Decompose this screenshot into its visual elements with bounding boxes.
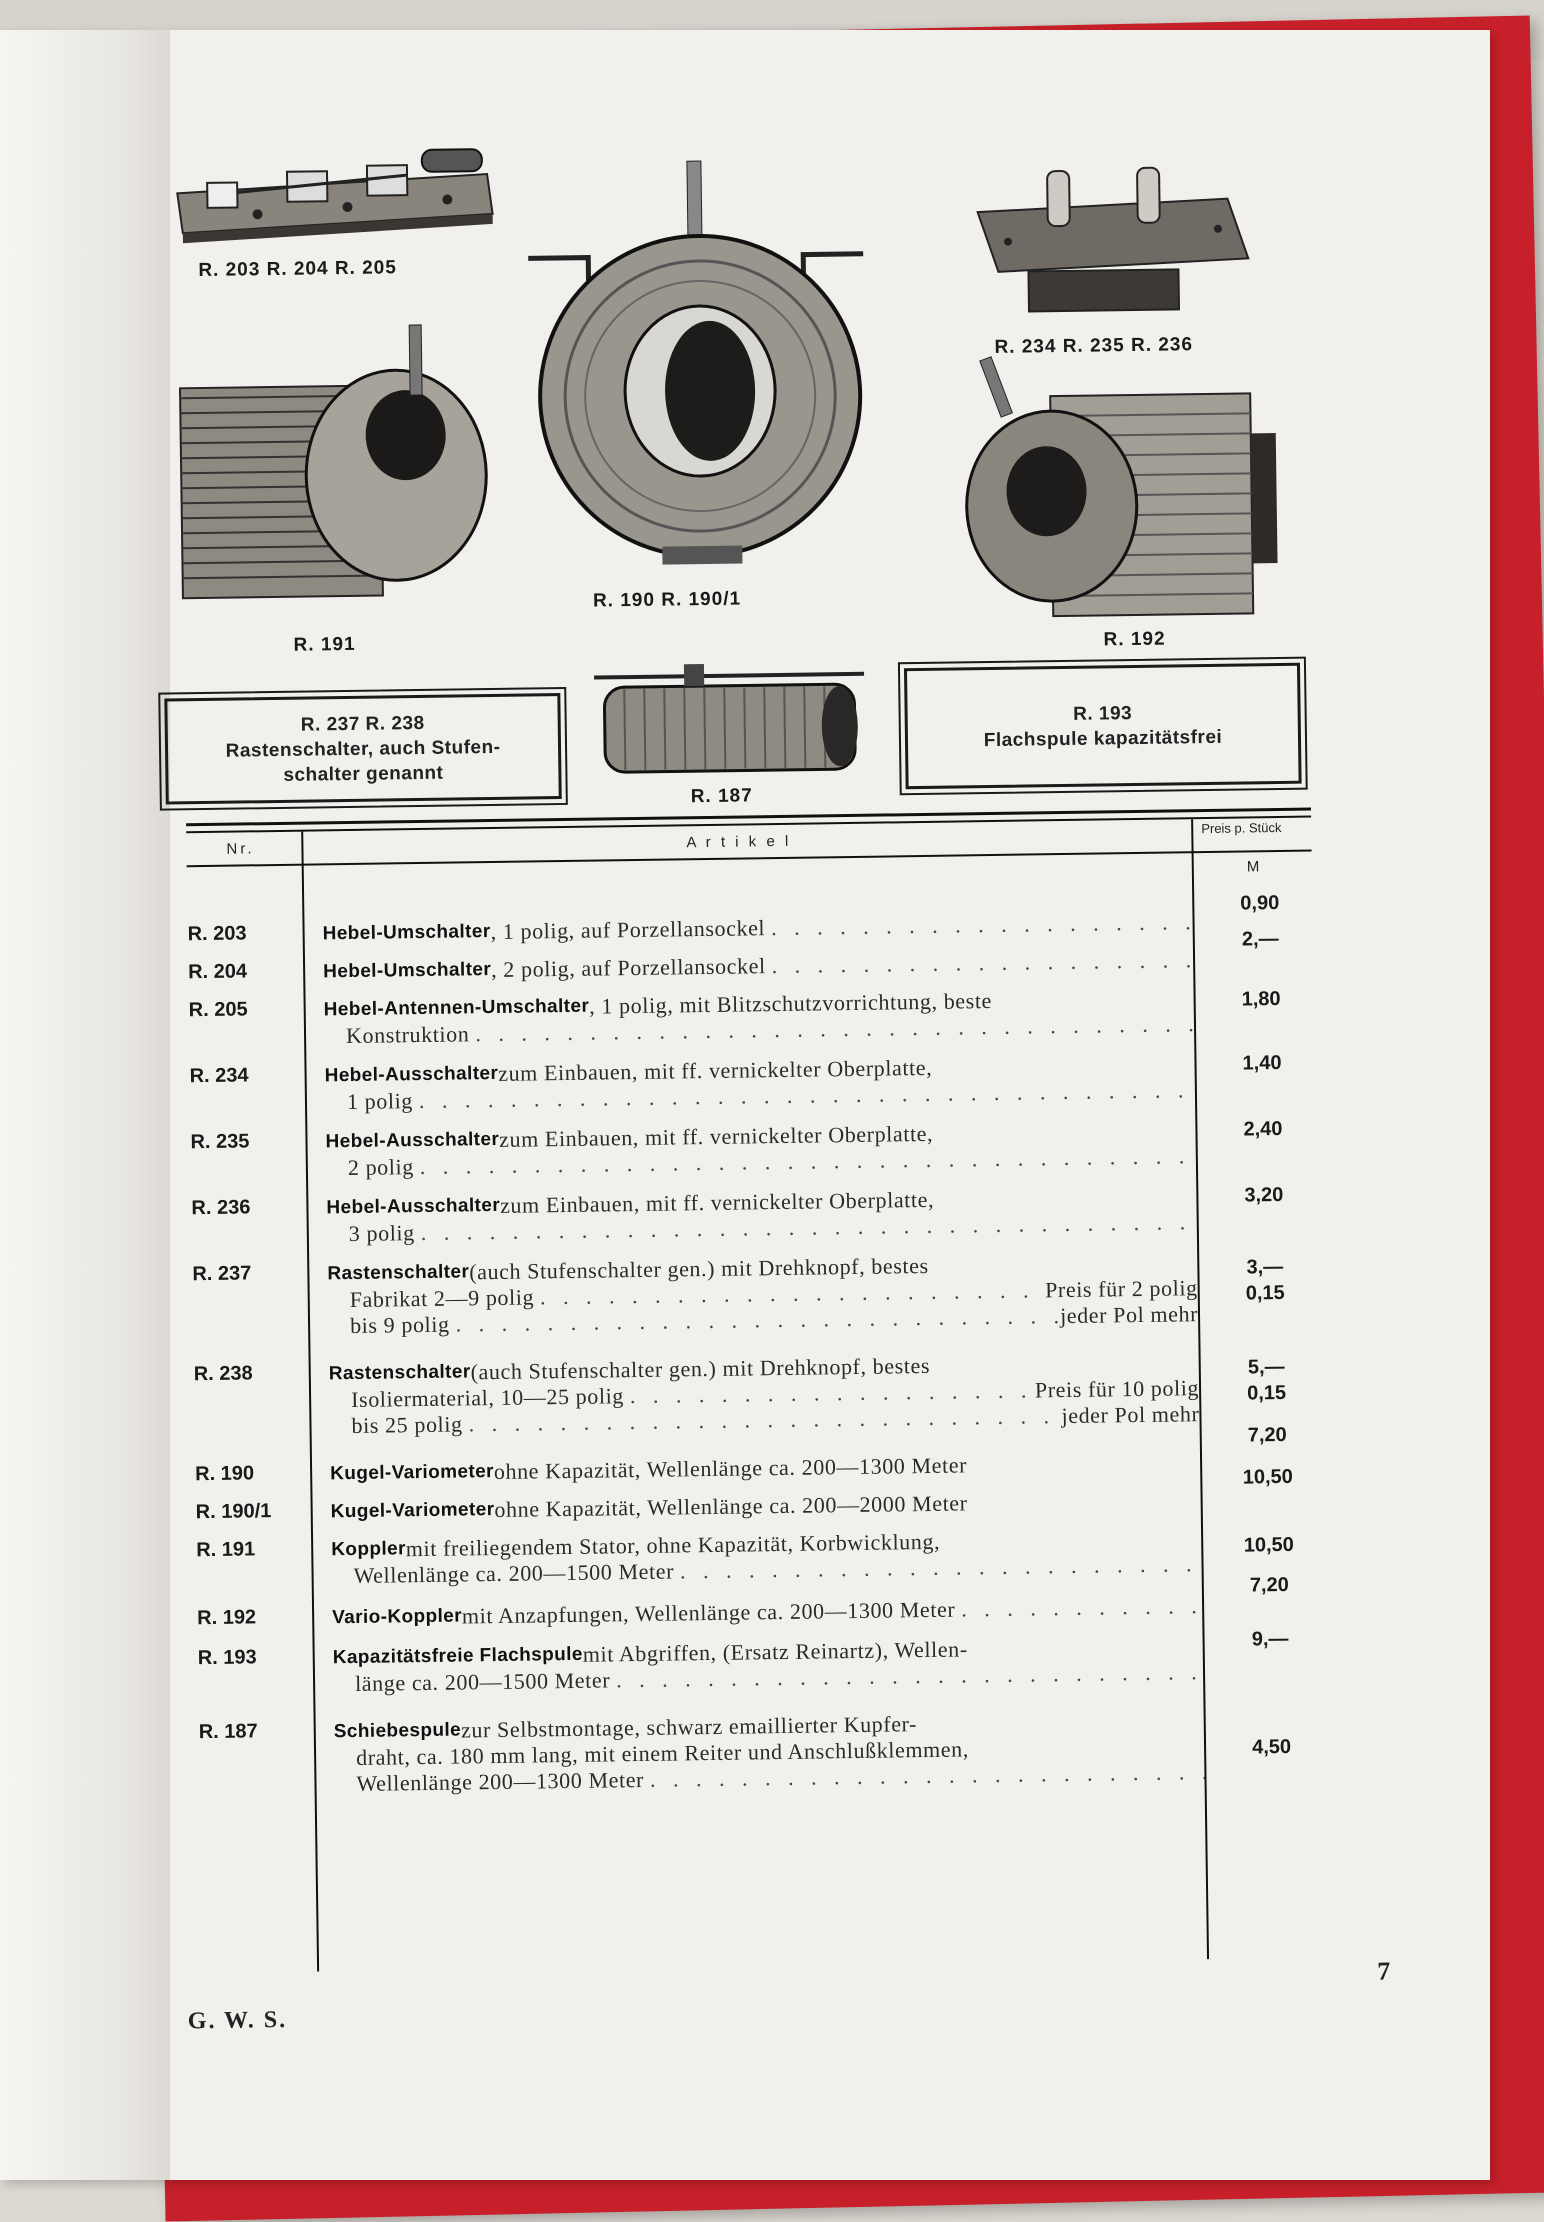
item-number: R. 235 xyxy=(190,1130,250,1154)
item-price: 7,20 xyxy=(1249,1573,1289,1597)
item-text-continued: Fabrikat 2—9 polig xyxy=(349,1284,535,1313)
item-text: (auch Stufenschalter gen.) mit Drehknopf, bestes xyxy=(470,1352,931,1385)
item-name: Hebel-Ausschalter xyxy=(324,1062,499,1087)
item-description xyxy=(332,1593,1202,1631)
table-row xyxy=(187,892,1312,946)
item-number: R. 203 xyxy=(187,922,247,946)
item-description xyxy=(324,985,1195,1049)
item-price: 2,— xyxy=(1241,928,1279,951)
item-description xyxy=(322,909,1192,947)
caption-r203-r205: R. 203 R. 204 R. 205 xyxy=(198,257,397,282)
box-flachspule xyxy=(904,663,1302,790)
item-text: , 1 polig, auf Porzellansockel xyxy=(490,915,766,945)
item-text-continued: bis 25 polig xyxy=(351,1411,463,1439)
item-number: R. 190 xyxy=(195,1462,255,1486)
coupler-r192-illustration xyxy=(950,353,1294,628)
item-number: R. 204 xyxy=(188,960,248,984)
item-name: Schiebespule xyxy=(333,1719,462,1743)
item-text: zum Einbauen, mit ff. vernickelter Oberplatte, xyxy=(499,1186,935,1218)
item-text-continued: 3 polig xyxy=(348,1220,415,1247)
item-description xyxy=(331,1525,1202,1589)
item-text-continued: Wellenlänge ca. 200—1500 Meter xyxy=(353,1558,675,1588)
item-text: (auch Stufenschalter gen.) mit Drehknopf, bestes xyxy=(469,1252,929,1285)
caption-r192: R. 192 xyxy=(1103,628,1166,651)
item-price-note: jeder Pol mehr xyxy=(1059,1301,1199,1329)
item-price: 0,90 xyxy=(1240,892,1280,915)
item-text: mit freiliegendem Stator, ohne Kapazität, Korbwicklung, xyxy=(405,1528,941,1562)
table-rule-header xyxy=(187,850,1312,868)
item-price-note: jeder Pol mehr xyxy=(1061,1401,1200,1429)
item-text: zur Selbstmontage, schwarz emaillierter Kupfer- xyxy=(460,1711,918,1743)
table-row xyxy=(191,1182,1316,1247)
item-name: Hebel-Ausschalter xyxy=(325,1128,500,1153)
item-text-continued: länge ca. 200—1500 Meter xyxy=(354,1667,611,1696)
item-text: mit Abgriffen, (Ersatz Reinartz), Wellen- xyxy=(582,1636,968,1667)
item-description xyxy=(331,1487,1201,1525)
item-price: 5,— xyxy=(1247,1355,1285,1379)
item-price: 10,50 xyxy=(1242,1465,1293,1489)
item-number: R. 236 xyxy=(191,1196,251,1220)
coupler-r191-illustration xyxy=(169,314,503,619)
item-name: Rastenschalter xyxy=(328,1361,471,1385)
item-price: 9,— xyxy=(1251,1627,1289,1651)
table-vline-nr xyxy=(301,832,319,1972)
item-name: Kugel-Variometer xyxy=(330,1499,495,1523)
item-text-continued: Konstruktion xyxy=(345,1021,470,1049)
box-rastenschalter xyxy=(164,693,561,805)
item-text: mit Anzapfungen, Wellenlänge ca. 200—1300 Meter xyxy=(461,1596,956,1629)
item-number: R. 187 xyxy=(198,1720,258,1744)
item-name: Hebel-Ausschalter xyxy=(326,1194,501,1219)
item-price: 1,80 xyxy=(1241,988,1281,1011)
item-text: zum Einbauen, mit ff. vernickelter Oberplatte, xyxy=(498,1054,933,1086)
item-name: Vario-Koppler xyxy=(332,1605,463,1629)
caption-r234-r236: R. 234 R. 235 R. 236 xyxy=(994,334,1194,358)
item-text: , 2 polig, auf Porzellansockel xyxy=(490,953,766,983)
slide-coil-illustration xyxy=(584,654,876,788)
page-number: 7 xyxy=(1377,1956,1391,1986)
item-text-continued: draht, ca. 180 mm lang, mit einem Reiter und Anschlußklemmen, xyxy=(355,1736,970,1770)
caption-r191: R. 191 xyxy=(293,633,356,656)
item-text-continued: bis 9 polig xyxy=(349,1311,450,1339)
item-name: Koppler xyxy=(331,1538,406,1561)
item-name: Rastenschalter xyxy=(327,1261,470,1285)
item-price: 1,40 xyxy=(1242,1051,1282,1075)
item-price: 3,— xyxy=(1246,1255,1284,1279)
lever-switches-illustration xyxy=(167,139,499,254)
item-price: 2,40 xyxy=(1243,1117,1283,1141)
item-text-continued: Wellenlänge 200—1300 Meter xyxy=(356,1766,645,1796)
item-number: R. 192 xyxy=(197,1606,257,1630)
price-table xyxy=(186,808,1327,1974)
item-description xyxy=(329,1349,1200,1439)
item-price-note: Preis für 10 polig xyxy=(1034,1375,1200,1403)
item-number: R. 238 xyxy=(193,1362,253,1386)
item-number: R. 190/1 xyxy=(195,1500,272,1524)
item-number: R. 191 xyxy=(196,1538,256,1562)
item-text: ohne Kapazität, Wellenlänge ca. 200—2000 Meter xyxy=(494,1490,968,1523)
item-number: R. 205 xyxy=(188,998,248,1022)
item-description xyxy=(330,1449,1200,1487)
item-price: 3,20 xyxy=(1244,1183,1284,1207)
table-row xyxy=(197,1627,1323,1696)
item-number: R. 237 xyxy=(192,1262,252,1286)
item-price-per-pole: 0,15 xyxy=(1245,1281,1285,1305)
table-row xyxy=(192,1248,1317,1339)
footer-publisher: G. W. S. xyxy=(187,2006,288,2035)
page-content xyxy=(135,31,1424,2168)
box-left-line1: R. 237 R. 238 xyxy=(300,712,425,736)
item-number: R. 234 xyxy=(189,1064,249,1088)
item-price-note: Preis für 2 polig xyxy=(1044,1275,1198,1303)
item-text: ohne Kapazität, Wellenlänge ca. 200—1300 Meter xyxy=(493,1452,968,1485)
item-text: , 1 polig, mit Blitzschutzvorrichtung, beste xyxy=(588,988,993,1019)
item-price-per-pole: 0,15 xyxy=(1247,1381,1287,1405)
item-description xyxy=(326,1183,1197,1247)
item-description xyxy=(327,1249,1198,1339)
item-text: zum Einbauen, mit ff. vernickelter Oberplatte, xyxy=(498,1120,934,1152)
item-name: Kugel-Variometer xyxy=(330,1461,495,1485)
item-name: Hebel-Umschalter xyxy=(322,921,491,945)
column-header-nr: Nr. xyxy=(226,840,255,858)
item-name: Hebel-Antennen-Umschalter xyxy=(323,995,590,1021)
currency-label: M xyxy=(1246,858,1260,876)
item-description xyxy=(334,1707,1205,1797)
column-header-price: Preis p. Stück xyxy=(1201,819,1282,837)
item-text-continued: Isoliermaterial, 10—25 polig xyxy=(350,1383,625,1413)
item-text-continued: 2 polig xyxy=(347,1154,415,1181)
table-row xyxy=(198,1705,1324,1796)
item-name: Hebel-Umschalter xyxy=(323,959,492,983)
item-description xyxy=(324,1051,1195,1115)
item-description xyxy=(325,1117,1196,1181)
item-description xyxy=(333,1633,1204,1697)
item-description xyxy=(323,947,1193,985)
item-text-continued: 1 polig xyxy=(346,1088,414,1115)
table-row xyxy=(189,1050,1314,1115)
column-header-article: A r t i k e l xyxy=(686,832,792,852)
table-row xyxy=(190,1116,1315,1181)
item-price: 10,50 xyxy=(1243,1533,1294,1557)
item-price: 4,50 xyxy=(1251,1735,1292,1759)
caption-r190: R. 190 R. 190/1 xyxy=(592,588,742,612)
table-row xyxy=(188,984,1314,1049)
item-price: 7,20 xyxy=(1247,1423,1287,1447)
variometer-illustration xyxy=(507,158,893,583)
panel-switches-illustration xyxy=(967,148,1259,332)
box-right-line1: R. 193 xyxy=(1072,702,1133,725)
caption-r187: R. 187 xyxy=(690,785,753,808)
box-right-line2: Flachspule kapazitätsfrei xyxy=(983,726,1223,751)
box-left-line3: schalter genannt xyxy=(283,762,444,786)
item-number: R. 193 xyxy=(197,1646,257,1670)
box-left-line2: Rastenschalter, auch Stufen- xyxy=(225,736,501,762)
item-name: Kapazitätsfreie Flachspule xyxy=(332,1643,583,1669)
